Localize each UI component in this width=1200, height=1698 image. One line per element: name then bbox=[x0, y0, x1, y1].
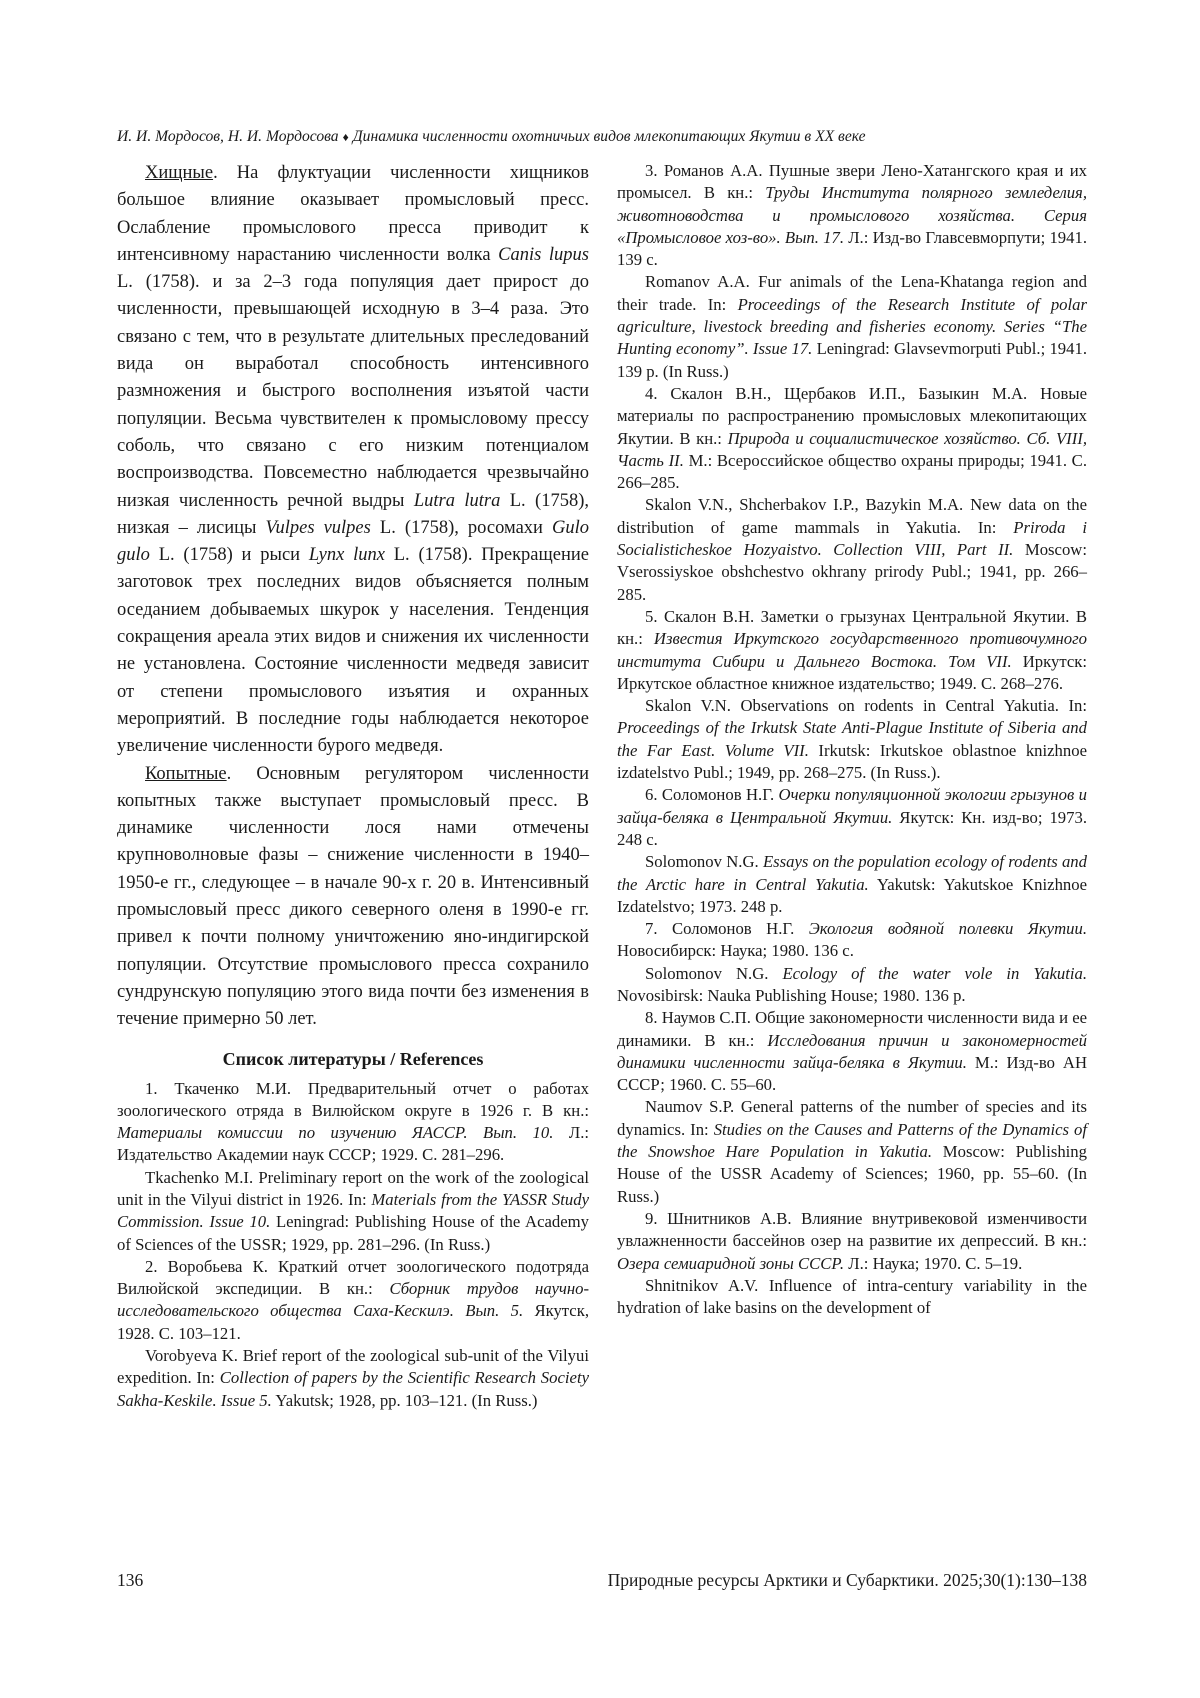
species-name: Vulpes vulpes bbox=[265, 517, 371, 538]
left-column bbox=[117, 160, 589, 1412]
reference-item: 6. Соломонов Н.Г. Очерки популяционной экологии грызунов и зайца-беляка в Центральной Якутии. Якутск: Кн. изд-во; 1973. 248 с. bbox=[617, 785, 1088, 849]
reference-item: 1. Ткаченко М.И. Предварительный отчет о работах зоологического отряда в Вилюйском округе в 1926 г. В кн.: Материалы комиссии по изучению ЯАССР. Вып. 10. Л.: Издательство Академии наук СССР; 1929. С. 281–296. bbox=[117, 1078, 589, 1165]
reference-item: 9. Шнитников А.В. Влияние внутривековой изменчивости увлажненности бассейнов озер на развитие их депрессий. В кн.: Озера семиаридной зоны СССР. Л.: Наука; 1970. С. 5–19. bbox=[617, 1208, 1087, 1273]
reference-item: 3. Романов А.А. Пушные звери Лено-Хатангского края и их промысел. В кн.: Труды Института полярного земледелия, животноводства и промыслового хозяйства. Серия «Промысловое хоз-во». Вып. 17. Л.: Изд-во Главсевморпути; 1941. 139 с. bbox=[617, 161, 1087, 270]
reference-item: 5. Скалон В.Н. Заметки о грызунах Центральной Якутии. В кн.: Известия Иркутского государственного противочумного института Сибири и Дальнего Востока. Том VII. Иркутск: Иркутское областное книжное издательство; 1949. С. 268–276. bbox=[617, 606, 1088, 693]
reference-item: 4. Скалон В.Н., Щербаков И.П., Базыкин М.А. Новые материалы по распространению промысловых млекопитающих Якутии. В кн.: Природа и социалистическое хозяйство. Сб. VIII, Часть II. М.: Всероссийское общество охраны природы; 1941. С. 266–285. bbox=[617, 383, 1087, 493]
reference-item: Romanov A.A. Fur animals of the Lena-Khatanga region and their trade. In: Proceedings of the Research Institute of polar agriculture, livestock breeding and fisheries economy. Series “The Hunting economy”. Issue 17. Leningrad: Glavsevmorputi Publ.; 1941. 139 p. (In Russ.) bbox=[617, 272, 1088, 381]
reference-item: Tkachenko M.I. Preliminary report on the work of the zoological unit in the Vilyui district in 1926. In: Materials from the YASSR Study Commission. Issue 10. Leningrad: Publishing House of the Academy of Sciences of the USSR; 1929, pp. 281–296. (In Russ.) bbox=[117, 1167, 589, 1254]
journal-citation: Природные ресурсы Арктики и Субарктики. 2025;30(1):130–138 bbox=[607, 1570, 1087, 1590]
paragraph-ungulates: Копытные. Основным регулятором численности копытных также выступает промысловый пресс. В динамике численности лося нами отмечены крупноволновые фазы – снижение численности в 1940–1950-е гг., следующее – в начале 90-х г. 20 в. Интенсивный промысловый пресс дикого северного оленя в 1990-е гг. привел к почти полному уничтожению яно-индигирской популяции. Отсутствие промыслового пресса сохранило сундрунскую популяцию этого вида почти без изменения в течение примерно 50 лет. bbox=[117, 763, 589, 1030]
section-lead-ungulates: Копытные bbox=[145, 763, 227, 784]
species-name: Canis lupus bbox=[498, 244, 589, 265]
header-separator: ♦ bbox=[342, 130, 349, 144]
header-authors: И. И. Мордосов, Н. И. Мордосова bbox=[117, 128, 339, 145]
reference-item: Solomonov N.G. Ecology of the water vole in Yakutia. Novosibirsk: Nauka Publishing House; 1980. 136 p. bbox=[617, 963, 1087, 1005]
species-name: Lynx lunx bbox=[308, 545, 385, 566]
references-heading: Список литературы / References bbox=[222, 1048, 484, 1069]
reference-item: Shnitnikov A.V. Influence of intra-century variability in the hydration of lake basins on the development of bbox=[617, 1275, 1087, 1318]
right-column bbox=[617, 160, 1087, 1319]
reference-item: Skalon V.N., Shcherbakov I.P., Bazykin M.A. New data on the distribution of game mammals in Yakutia. In: Priroda i Socialisticheskoe Hozyaistvo. Collection VIII, Part II. Moscow: Vserossiyskoe obshchestvo okhrany prirody Publ.; 1941, pp. 266–285. bbox=[617, 495, 1087, 604]
header-title: Динамика численности охотничьих видов млекопитающих Якутии в XX веке bbox=[352, 128, 866, 145]
reference-item: Skalon V.N. Observations on rodents in Central Yakutia. In: Proceedings of the Irkutsk State Anti-Plague Institute of Siberia and the Far East. Volume VII. Irkutsk: Irkutskoe oblastnoe knizhnoe izdatelstvo Publ.; 1949, pp. 268–275. (In Russ.). bbox=[617, 696, 1087, 783]
reference-item: 2. Воробьева К. Краткий отчет зоологического подотряда Вилюйской экспедиции. В кн.: Сборник трудов научно-исследовательского общества Саха-Кескилэ. Вып. 5. Якутск, 1928. С. 103–121. bbox=[117, 1256, 590, 1343]
reference-item: Vorobyeva K. Brief report of the zoological sub-unit of the Vilyui expedition. In: Collection of papers by the Scientific Research Society Sakha-Keskile. Issue 5. Yakutsk; 1928, pp. 103–121. (In Russ.) bbox=[117, 1346, 589, 1410]
page-number: 136 bbox=[117, 1570, 144, 1590]
reference-item: 8. Наумов С.П. Общие закономерности численности вида и ее динамики. В кн.: Исследования причин и закономерностей динамики численности зайца-беляка в Якутии. М.: Изд-во АН СССР; 1960. С. 55–60. bbox=[617, 1008, 1088, 1095]
species-name: Lutra lutra bbox=[413, 490, 501, 511]
section-lead-predators: Хищные bbox=[145, 163, 214, 183]
running-header bbox=[117, 128, 1087, 146]
reference-item: Naumov S.P. General patterns of the number of species and its dynamics. In: Studies on the Causes and Patterns of the Dynamics of the Snowshoe Hare Population in Yakutia. Moscow: Publishing House of the USSR Academy of Sciences; 1960, pp. 55–60. (In Russ.) bbox=[617, 1097, 1087, 1206]
reference-item: Solomonov N.G. Essays on the population ecology of rodents and the Arctic hare in Central Yakutia. Yakutsk: Yakutskoe Knizhnoe Izdatelstvo; 1973. 248 p. bbox=[617, 852, 1088, 916]
paragraph-predators: Хищные. На флуктуации численности хищников большое влияние оказывает промысловый пресс. Ослабление промыслового пресса приводит к интенсивному нарастанию численности волка Canis lupus L. (1758). и за 2–3 года популяция дает прирост до численности, превышающей исходную в 3–4 раза. Это связано с тем, что в результате длительных преследований вида он выработал способность интенсивного размножения и быстрого восполнения изъятой части популяции. Весьма чувствителен к промысловому прессу соболь, что связано с его низким потенциалом воспроизводства. Повсеместно наблюдается чрезвычайно низкая численность речной выдры Lutra lutra L. (1758), низкая – лисицы Vulpes vulpes L. (1758), росомахи Gulo gulo L. (1758) и рыси Lynx lunx L. (1758). Прекращение заготовок трех последних видов объясняется полным оседанием добываемых шкурок у населения. Тенденция сокращения ареала этих видов и снижения их численности не установлена. Состояние численности медведя зависит от степени промыслового изъятия и охранных мероприятий. В последние годы наблюдается некоторое увеличение численности бурого медведя. bbox=[117, 163, 590, 757]
reference-item: 7. Соломонов Н.Г. Экология водяной полевки Якутии. Новосибирск: Наука; 1980. 136 с. bbox=[617, 919, 1087, 961]
species-name: Gulo gulo bbox=[117, 517, 589, 566]
